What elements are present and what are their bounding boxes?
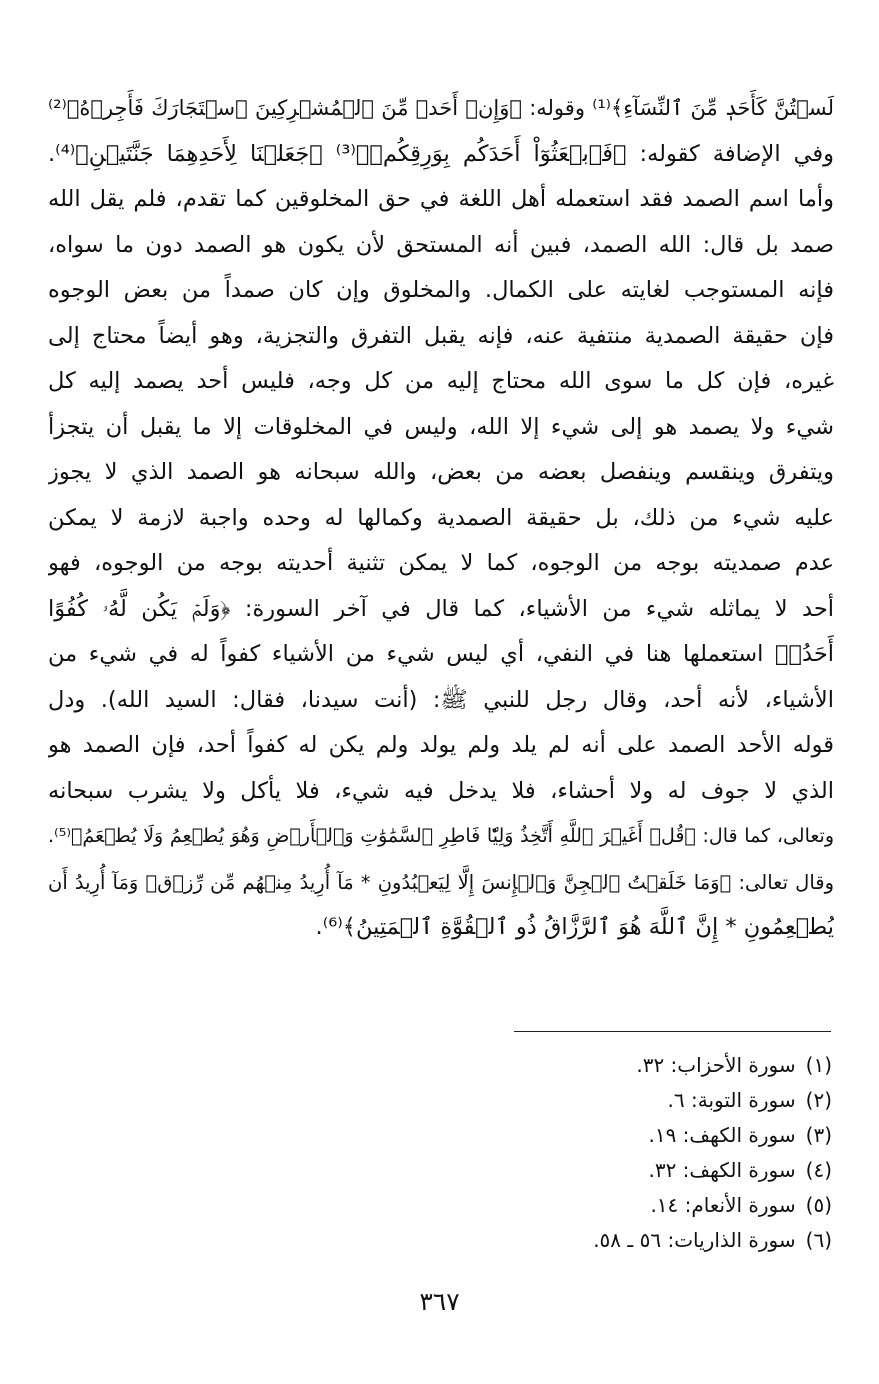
- text-line-2: وفي الإضافة كقوله: ﴿فَٱبۡعَثُوٓاْ أَحَدَكُم بِوَرِقِكُمۡ﴾⁽³⁾ ﴿جَعَلۡنَا لِأَحَدِهِمَا جَنَّتَيۡنِ﴾⁽⁴⁾.: [48, 140, 834, 167]
- footnote-number: (٢): [805, 1088, 832, 1112]
- footnote-text: سورة التوبة: ٦.: [667, 1088, 796, 1112]
- footnote-text: سورة الذاريات: ٥٦ ـ ٥٨.: [593, 1228, 796, 1252]
- footnote-number: (٣): [805, 1123, 832, 1147]
- text-line-8: شيء ولا يصمد هو إلى شيء إلا الله، وليس في المخلوقات إلا ما يقبل أن يتجزأ: [48, 413, 834, 440]
- text-line-12: أحد لا يماثله شيء من الأشياء، كما قال في آخر السورة: ﴿وَلَمۡ يَكُن لَّهُۥ كُفُوًا: [48, 595, 834, 622]
- text-line-1: لَسۡتُنَّ كَأَحَدٖ مِّنَ ٱلنِّسَآءِ﴾⁽¹⁾ وقوله: ﴿وَإِنۡ أَحَدٞ مِّنَ ٱلۡمُشۡرِكِينَ ٱسۡتَجَارَكَ فَأَجِرۡهُ﴾⁽²⁾: [48, 96, 834, 120]
- footnote-number: (٦): [805, 1228, 832, 1252]
- footnote-number: (١): [805, 1053, 832, 1077]
- footnote-3: [300, 1118, 832, 1153]
- footnotes: [300, 1048, 832, 1258]
- footnote-1: [300, 1048, 832, 1083]
- footnote-text: سورة الأنعام: ١٤.: [650, 1193, 796, 1217]
- text-line-9: ويتفرق وينقسم وينفصل بعضه من بعض، والله سبحانه هو الصمد الذي لا يجوز: [48, 459, 834, 485]
- text-line-18: وقال تعالى: ﴿وَمَا خَلَقۡتُ ٱلۡجِنَّ وَٱلۡإِنسَ إِلَّا لِيَعۡبُدُونِ * مَآ أُرِيدُ مِنۡهُم مِّن رِّزۡقٖ وَمَآ أُرِيدُ أَن: [48, 870, 834, 894]
- main-text: [48, 86, 834, 951]
- text-line-10: عليه شيء من ذلك، بل حقيقة الصمدية وكمالها له وحده واجبة لازمة لا يمكن: [48, 504, 834, 531]
- footnote-6: [300, 1223, 832, 1258]
- footnote-divider: [514, 1031, 831, 1032]
- footnote-number: (٥): [805, 1193, 832, 1217]
- footnote-text: سورة الأحزاب: ٣٢.: [636, 1053, 796, 1077]
- footnote-number: (٤): [805, 1158, 832, 1182]
- page-number: ٣٦٧: [419, 1287, 460, 1316]
- text-line-6: فإن حقيقة الصمدية منتفية عنه، فإنه يقبل التفرق والتجزية، وهو أيضاً محتاج إلى: [48, 322, 834, 349]
- footnote-5: [300, 1188, 832, 1223]
- text-line-3: وأما اسم الصمد فقد استعمله أهل اللغة في حق المخلوقين كما تقدم، فلم يقل الله: [48, 186, 834, 212]
- footnote-text: سورة الكهف: ١٩.: [648, 1123, 796, 1147]
- text-line-14: الأشياء، لأنه أحد، وقال رجل للنبي ﷺ: (أنت سيدنا، فقال: السيد الله). ودل: [48, 686, 834, 713]
- text-line-19: يُطۡعِمُونِ * إِنَّ ٱللَّهَ هُوَ ٱلرَّزَّاقُ ذُو ٱلۡقُوَّةِ ٱلۡمَتِينُ﴾⁽⁶⁾.: [315, 914, 834, 940]
- footnote-text: سورة الكهف: ٣٢.: [648, 1158, 796, 1182]
- text-line-11: عدم صمديته بوجه من الوجوه، كما لا يمكن تثنية أحديته بوجه من الوجوه، فهو: [48, 550, 834, 576]
- text-line-13: أَحَدُۢ﴾ استعملها هنا في النفي، أي ليس شيء من الأشياء كفواً له في شيء من: [48, 641, 834, 667]
- footnote-2: [300, 1083, 832, 1118]
- text-line-5: فإنه المستوجب لغايته على الكمال. والمخلوق وإن كان صمداً من بعض الوجوه: [48, 277, 834, 303]
- text-line-7: غيره، فإن كل ما سوى الله محتاج إليه من كل وجه، فليس أحد يصمد إليه كل: [48, 368, 834, 394]
- text-line-15: قوله الأحد الصمد على أنه لم يلد ولم يولد ولم يكن له كفواً أحد، فإن الصمد هو: [48, 732, 834, 758]
- text-line-4: صمد بل قال: الله الصمد، فبين أنه المستحق لأن يكون هو الصمد دون ما سواه،: [48, 231, 834, 258]
- footnote-4: [300, 1153, 832, 1188]
- text-line-17: وتعالى، كما قال: ﴿قُلۡ أَغَيۡرَ ٱللَّهِ أَتَّخِذُ وَلِيّٗا فَاطِرِ ٱلسَّمَٰوَٰتِ وَٱلۡأَرۡضِ وَهُوَ يُطۡعِمُ وَلَا يُطۡعَمُ﴾⁽⁵⁾.: [48, 825, 834, 847]
- text-line-16: الذي لا جوف له ولا أحشاء، فلا يدخل فيه شيء، فلا يأكل ولا يشرب سبحانه: [48, 777, 834, 804]
